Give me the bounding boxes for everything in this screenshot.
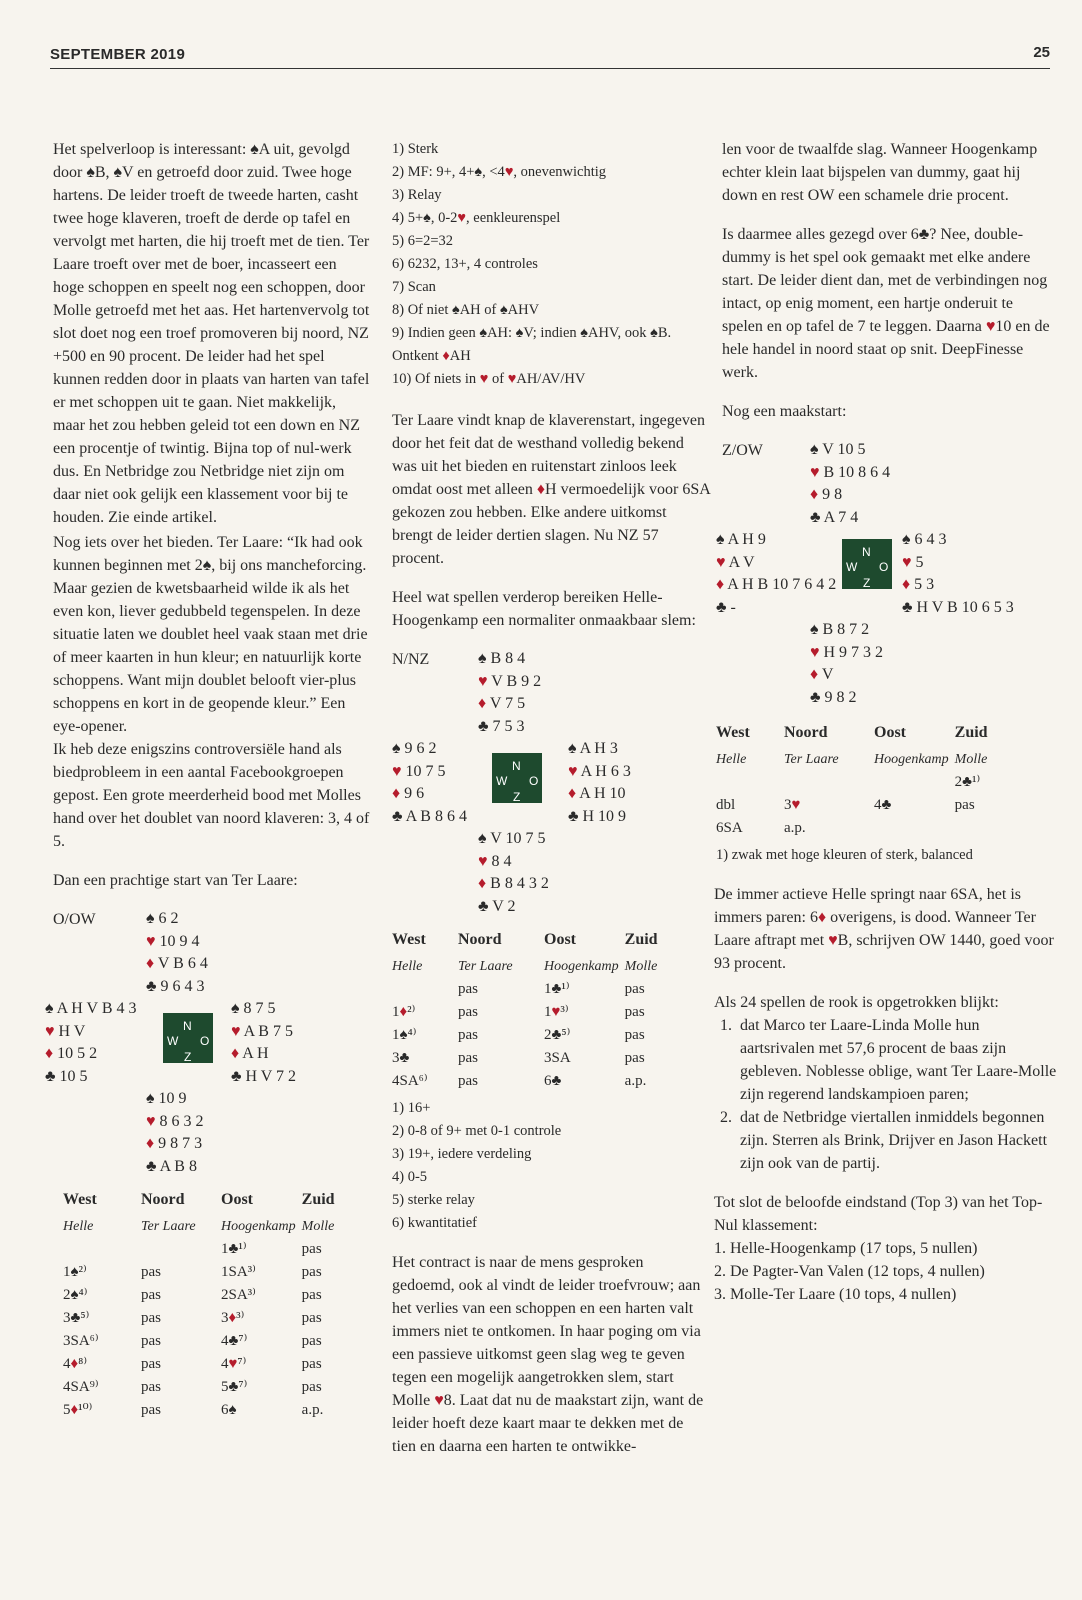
suit-line: ♦ A H (231, 1045, 269, 1062)
suit-line: ♦ V 7 5 (478, 695, 526, 712)
player-name: Molle (301, 1219, 335, 1234)
bid-cell: 4♣ (874, 797, 892, 813)
bid-cell: pas (458, 981, 478, 997)
bid-header: Zuid (624, 931, 658, 948)
player-name: Hoogenkamp (221, 1219, 296, 1234)
suit-line: ♣ A 7 4 (810, 508, 859, 526)
bid-cell: a.p. (301, 1402, 324, 1418)
player-name: Hoogenkamp (874, 752, 949, 767)
suit-line: ♠ B 8 4 (478, 650, 526, 667)
compass-z: Z (184, 1050, 192, 1064)
suit-line: ♣ 7 5 3 (478, 717, 525, 735)
bid-cell: pas (458, 1073, 478, 1089)
paragraph: Als 24 spellen de rook is opgetrokken blijkt: (714, 994, 999, 1011)
player-name: Molle (624, 959, 658, 974)
list-item: 2. De Pagter-Van Valen (12 tops, 4 nullen) (714, 1263, 985, 1280)
bid-cell: 1♦²⁾ (392, 1004, 416, 1020)
bid-header: Oost (544, 931, 576, 948)
hand-west (45, 998, 137, 1088)
bid-row (63, 1238, 343, 1261)
bid-row (392, 1070, 666, 1093)
note: 10) Of niets in ♥ of ♥AH/AV/HV (392, 371, 586, 387)
bid-cell: dbl (716, 797, 736, 813)
bid-cell: 1♠⁴⁾ (392, 1027, 417, 1043)
paragraph: Nog een maakstart: (722, 403, 847, 420)
bid-cell: 3♣⁵⁾ (63, 1310, 90, 1326)
bid-header: West (63, 1191, 97, 1208)
bid-cell: 2♣⁵⁾ (544, 1027, 571, 1043)
bid-cell (955, 817, 996, 840)
compass-n: N (183, 1019, 192, 1033)
suit-line: ♠ A H 3 (568, 740, 618, 757)
suit-line: ♥ H V (45, 1022, 86, 1040)
page-header (50, 44, 1050, 69)
bid-cell: 4♦⁸⁾ (63, 1356, 88, 1372)
player-name: Ter Laare (784, 752, 839, 767)
note: 1) Sterk (392, 141, 439, 157)
paragraph: Dan een prachtige start van Ter Laare: (53, 872, 298, 889)
bid-cell: 6♣ (544, 1073, 562, 1089)
bid-cell: pas (141, 1264, 161, 1280)
paragraph: Is daarmee alles gezegd over 6♣? Nee, double-dummy is het spel ook gemaakt met elke andere start. De leider dient dan, met de verbindingen nog intact, op enig moment, een hartje onderuit te spelen en op tafel de 7 te leggen. Daarna ♥10 en de hele handel in noord staat op snit. DeepFinesse werk. (722, 226, 1050, 381)
note: 8) Of niet ♠AH of ♠AHV (392, 302, 540, 318)
player-name: Ter Laare (141, 1219, 196, 1234)
compass-n: N (862, 545, 871, 559)
deal-label: O/OW (53, 911, 96, 928)
bid-cell (874, 771, 955, 794)
note: 3) Relay (392, 187, 442, 203)
compass-w: W (496, 774, 508, 788)
suit-line: ♥ A H 6 3 (568, 762, 631, 780)
bid-cell (63, 1238, 141, 1261)
bridge-deal (392, 648, 710, 918)
bid-row (392, 1047, 666, 1070)
bid-cell (141, 1238, 221, 1261)
bid-cell: pas (301, 1264, 322, 1280)
compass (842, 539, 892, 589)
deal-label: N/NZ (392, 651, 430, 668)
compass-z: Z (513, 790, 521, 804)
bid-cell: pas (458, 1027, 478, 1043)
suit-line: ♠ B 8 7 2 (810, 621, 870, 638)
note: 2) 0-8 of 9+ met 0-1 controle (392, 1123, 562, 1139)
player-name: Molle (954, 752, 988, 767)
bid-cell: 4SA⁹⁾ (63, 1379, 99, 1395)
page-number: 25 (1033, 44, 1050, 61)
note: 5) 6=2=32 (392, 233, 454, 249)
bid-header: Noord (458, 931, 502, 948)
player-name: Hoogenkamp (544, 959, 619, 974)
suit-line: ♠ V 10 5 (810, 441, 866, 458)
bid-cell: pas (624, 1004, 645, 1020)
bid-row (392, 978, 666, 1001)
bid-cell: 3SA (544, 1050, 571, 1066)
bid-cell: a.p. (624, 1073, 647, 1089)
hand-north (810, 439, 890, 529)
suit-line: ♠ 10 9 (146, 1090, 187, 1107)
paragraph: Ik heb deze enigszins controversiële hand als biedprobleem in een aantal Facebookgroepen gepost. Een grote meerderheid bood met Molles hand over het doublet van noord klaveren: 3, 4 of 5. (53, 741, 370, 850)
conclusion-list (714, 1014, 1057, 1175)
note: 9) Indien geen ♠AH: ♠V; indien ♠AHV, ook ♠B. Ontkent ♦AH (392, 325, 672, 364)
bid-cell: pas (301, 1356, 322, 1372)
column-1 (45, 138, 371, 1426)
suit-line: ♥ 5 (902, 553, 924, 571)
player-name: Helle (716, 752, 747, 767)
paragraph: len voor de twaalfde slag. Wanneer Hoogenkamp echter klein laat bijspelen van dummy, gaat hij down en rest OW een schamele drie procent. (722, 141, 1038, 204)
bid-cell: 3♥ (784, 797, 801, 813)
paragraph: Het spelverloop is interessant: ♠A uit, gevolgd door ♠B, ♠V en getroefd door zuid. Twee hoge hartens. De leider troeft de tweede harten, casht twee hoge klaveren, troeft de derde op tafel en vervolgt met harten, die hij troeft met de tien. Ter Laare troeft over met de boer, incasseert een hoge schoppen en speelt nog een schoppen, door Molle getroefd met het aas. Het hartenvervolg tot slot doet nog een troef promoveren bij noord, NZ +500 en 90 procent. De leider had het spel kunnen redden door in plaats van harten van tafel er met schoppen uit te gaan. Niet makkelijk, maar het zou hebben geleid tot een down en NZ een procentje of twintig. Bijna top of nul-werk dus. En Netbridge zou Netbridge niet zijn om daar niet ook gelijk een klassement voor bij te houden. Zie einde artikel. (53, 141, 370, 526)
compass-w: W (846, 560, 858, 574)
bid-row (392, 1024, 666, 1047)
bid-cell: 2♣¹⁾ (954, 774, 981, 790)
paragraph: Het contract is naar de mens gesproken gedoemd, ook al vindt de leider troefvrouw; aan het verlies van een schoppen en een harten valt immers niet te ontkomen. In haar poging om via een passieve uitkomst geen slag weg te geven tegen een mogelijk aangetrokken slem, start Molle ♥8. Laat dat nu de maakstart zijn, want de leider hoeft deze kaart maar te dekken met de tien en daarna een harten te ontwikke- (392, 1254, 704, 1455)
player-name: Ter Laare (458, 959, 513, 974)
hand-east (568, 738, 631, 828)
bidding-table (716, 721, 996, 840)
bid-cell: 4♥⁷⁾ (221, 1356, 247, 1372)
bid-cell: pas (141, 1310, 161, 1326)
deal-label: Z/OW (722, 442, 763, 459)
bid-cell: 1♠²⁾ (63, 1264, 87, 1280)
hand-north (146, 908, 208, 998)
bid-cell: pas (301, 1241, 322, 1257)
bid-cell: 4SA⁶⁾ (392, 1073, 428, 1089)
paragraph: Heel wat spellen verderop bereiken Helle-Hoogenkamp een normaliter onmaakbaar slem: (392, 589, 696, 629)
suit-line: ♣ A B 8 (146, 1157, 197, 1175)
suit-line: ♣ 9 8 2 (810, 688, 857, 706)
hand-east (231, 998, 296, 1088)
suit-line: ♠ 6 2 (146, 910, 179, 927)
paragraph: Ter Laare vindt knap de klaverenstart, ingegeven door het feit dat de westhand volledig bekend was uit het bieden en ruitenstart zinloos leek omdat oost met alleen ♦H vermoedelijk voor 6SA gekozen zou hebben. Elke andere uitkomst brengt de leider dertien slagen. Nu NZ 57 procent. (392, 412, 710, 567)
suit-line: ♠ 9 6 2 (392, 740, 437, 757)
bid-header: West (716, 724, 750, 741)
issue-date: SEPTEMBER 2019 (50, 46, 186, 63)
suit-line: ♠ 8 7 5 (231, 1000, 276, 1017)
player-name: Helle (63, 1219, 94, 1234)
bid-cell: pas (141, 1379, 161, 1395)
bid-cell: 6♠ (221, 1402, 237, 1418)
list-item: 1. dat Marco ter Laare-Linda Molle hun aartsrivalen met 57,6 procent de baas zijn gebleven. Noblesse oblige, want Ter Laare-Molle zijn regerend landskampioen paren; (736, 1014, 1057, 1106)
note: 2) MF: 9+, 4+♠, <4♥, onevenwichtig (392, 164, 607, 180)
suit-line: ♥ H 9 7 3 2 (810, 643, 884, 661)
bid-row (63, 1376, 343, 1399)
ranking-list (714, 1237, 1057, 1306)
paragraph: De immer actieve Helle springt naar 6SA, het is immers paren: 6♦ overigens, is dood. Wanneer Ter Laare aftrapt met ♥B, schrijven OW 1440, goed voor 93 procent. (714, 886, 1054, 972)
bid-cell: 1SA³⁾ (221, 1264, 256, 1280)
note: 5) sterke relay (392, 1192, 475, 1208)
column-3 (714, 138, 1057, 1306)
suit-line: ♦ 10 5 2 (45, 1045, 98, 1062)
note: 6) 6232, 13+, 4 controles (392, 256, 538, 272)
note: 3) 19+, iedere verdeling (392, 1146, 532, 1162)
suit-line: ♦ 9 8 7 3 (146, 1135, 203, 1152)
bid-cell (784, 771, 874, 794)
bid-cell (716, 771, 784, 794)
bid-cell: pas (624, 1027, 645, 1043)
bid-cell: 6SA (716, 820, 743, 836)
bid-cell: 4♣⁷⁾ (221, 1333, 248, 1349)
bid-row (392, 1001, 666, 1024)
bid-cell: pas (954, 797, 975, 813)
suit-line: ♣ 10 5 (45, 1067, 88, 1085)
suit-line: ♦ A H 10 (568, 785, 626, 802)
compass-z: Z (863, 576, 871, 590)
suit-line: ♥ A V (716, 553, 755, 571)
suit-line: ♠ 6 4 3 (902, 531, 947, 548)
bid-cell: 1♣¹⁾ (221, 1241, 247, 1257)
bid-cell: 3SA⁶⁾ (63, 1333, 99, 1349)
suit-line: ♣ A B 8 6 4 (392, 807, 467, 825)
compass (163, 1013, 213, 1063)
bid-cell (392, 978, 458, 1001)
bid-cell: pas (141, 1356, 161, 1372)
bid-row (63, 1330, 343, 1353)
hand-south (478, 828, 549, 918)
column-2 (392, 138, 710, 1474)
bid-cell: a.p. (784, 820, 806, 836)
player-name: Helle (392, 959, 423, 974)
bid-cell: pas (301, 1333, 322, 1349)
compass (492, 753, 542, 803)
list-item: 2. dat de Netbridge viertallen inmiddels begonnen zijn. Sterren als Brink, Drijver en Jason Hackett zijn ook van de partij. (736, 1106, 1057, 1175)
note: 4) 0-5 (392, 1169, 428, 1185)
suit-line: ♣ H 10 9 (568, 807, 627, 825)
bid-cell: pas (301, 1379, 322, 1395)
suit-line: ♠ A H 9 (716, 531, 766, 548)
suit-line: ♣ V 2 (478, 897, 516, 915)
suit-line: ♦ 9 8 (810, 486, 843, 503)
bid-header: West (392, 931, 426, 948)
bid-row (63, 1399, 343, 1422)
hand-south (146, 1088, 204, 1178)
compass-w: W (167, 1034, 179, 1048)
bid-row (63, 1307, 343, 1330)
bid-row (716, 794, 996, 817)
note: 4) 5+♠, 0-2♥, eenkleurenspel (392, 210, 561, 226)
compass-o: O (200, 1034, 210, 1048)
suit-line: ♣ - (716, 598, 736, 616)
bid-cell: 3♣ (392, 1050, 410, 1066)
suit-line: ♥ V B 9 2 (478, 672, 542, 690)
bid-note: 1) zwak met hoge kleuren of sterk, balanced (716, 847, 973, 863)
bid-cell: 1♥³⁾ (544, 1004, 569, 1020)
suit-line: ♥ B 10 8 6 4 (810, 463, 891, 481)
suit-line: ♦ B 8 4 3 2 (478, 875, 549, 892)
paragraph: Tot slot de beloofde eindstand (Top 3) van het Top-Nul klassement: (714, 1194, 1043, 1234)
bid-cell: pas (301, 1287, 322, 1303)
note: 1) 16+ (392, 1100, 431, 1116)
suit-line: ♠ A H V B 4 3 (45, 1000, 137, 1017)
compass-n: N (512, 759, 521, 773)
bid-row (63, 1353, 343, 1376)
bid-cell: 5♦¹⁰⁾ (63, 1402, 93, 1418)
bid-header: Noord (784, 724, 828, 741)
hand-west (392, 738, 467, 828)
hand-south (810, 619, 883, 709)
bid-header: Oost (221, 1191, 253, 1208)
bid-header: Zuid (301, 1191, 335, 1208)
bid-cell: pas (141, 1287, 161, 1303)
suit-line: ♦ V (810, 666, 834, 683)
hand-west (716, 529, 836, 619)
suit-line: ♥ 10 7 5 (392, 762, 446, 780)
bid-row (63, 1284, 343, 1307)
list-item: 1. Helle-Hoogenkamp (17 tops, 5 nullen) (714, 1240, 978, 1257)
compass-o: O (529, 774, 539, 788)
note: 7) Scan (392, 279, 436, 295)
bridge-deal (45, 908, 371, 1178)
bid-row (716, 817, 996, 840)
suit-line: ♦ A H B 10 7 6 4 2 (716, 576, 837, 593)
suit-line: ♣ 9 6 4 3 (146, 977, 205, 995)
bid-cell: pas (624, 1050, 645, 1066)
bid-cell: pas (141, 1333, 161, 1349)
suit-line: ♦ 9 6 (392, 785, 425, 802)
bidding-table (392, 928, 666, 1093)
bid-row (716, 771, 996, 794)
bid-cell: pas (141, 1402, 161, 1418)
bidding-table (63, 1188, 343, 1422)
bid-cell: 1♣¹⁾ (544, 981, 570, 997)
suit-line: ♥ 8 6 3 2 (146, 1112, 204, 1130)
bid-header: Oost (874, 724, 906, 741)
bid-notes (392, 1097, 710, 1235)
bridge-deal (716, 439, 1057, 711)
bid-cell (874, 817, 955, 840)
bid-header: Zuid (954, 724, 988, 741)
bid-notes (392, 138, 710, 391)
bid-cell: pas (301, 1310, 322, 1326)
list-item: 3. Molle-Ter Laare (10 tops, 4 nullen) (714, 1286, 957, 1303)
suit-line: ♣ H V B 10 6 5 3 (902, 598, 1014, 616)
paragraph: Nog iets over het bieden. Ter Laare: “Ik had ook kunnen beginnen met 2♠, bij ons mancheforcing. Maar gezien de kwetsbaarheid wilde ik als het even kon, liever gedubbeld tegenspelen. In deze situatie laten we doublet heel vaak staan met drie of meer kaarten in hun kleur; en natuurlijk korte schoppens. Want mijn doublet belooft vier-plus schoppens en kort in de geopende kleur.” Een eye-opener. (53, 534, 368, 735)
suit-line: ♣ H V 7 2 (231, 1067, 297, 1085)
bid-cell: 5♣⁷⁾ (221, 1379, 248, 1395)
bid-cell: pas (458, 1004, 478, 1020)
suit-line: ♥ 10 9 4 (146, 932, 200, 950)
bid-row (63, 1261, 343, 1284)
suit-line: ♥ 8 4 (478, 852, 512, 870)
compass-o: O (879, 560, 889, 574)
bid-header: Noord (141, 1191, 185, 1208)
hand-north (478, 648, 541, 738)
bid-cell: 3♦³⁾ (221, 1310, 245, 1326)
bid-cell: pas (458, 1050, 478, 1066)
bid-cell: pas (624, 981, 645, 997)
suit-line: ♦ 5 3 (902, 576, 935, 593)
note: 6) kwantitatief (392, 1215, 477, 1231)
suit-line: ♠ V 10 7 5 (478, 830, 546, 847)
hand-east (902, 529, 1014, 619)
suit-line: ♦ V B 6 4 (146, 955, 208, 972)
bid-cell: 2♠⁴⁾ (63, 1287, 88, 1303)
suit-line: ♥ A B 7 5 (231, 1022, 293, 1040)
bid-cell: 2SA³⁾ (221, 1287, 256, 1303)
